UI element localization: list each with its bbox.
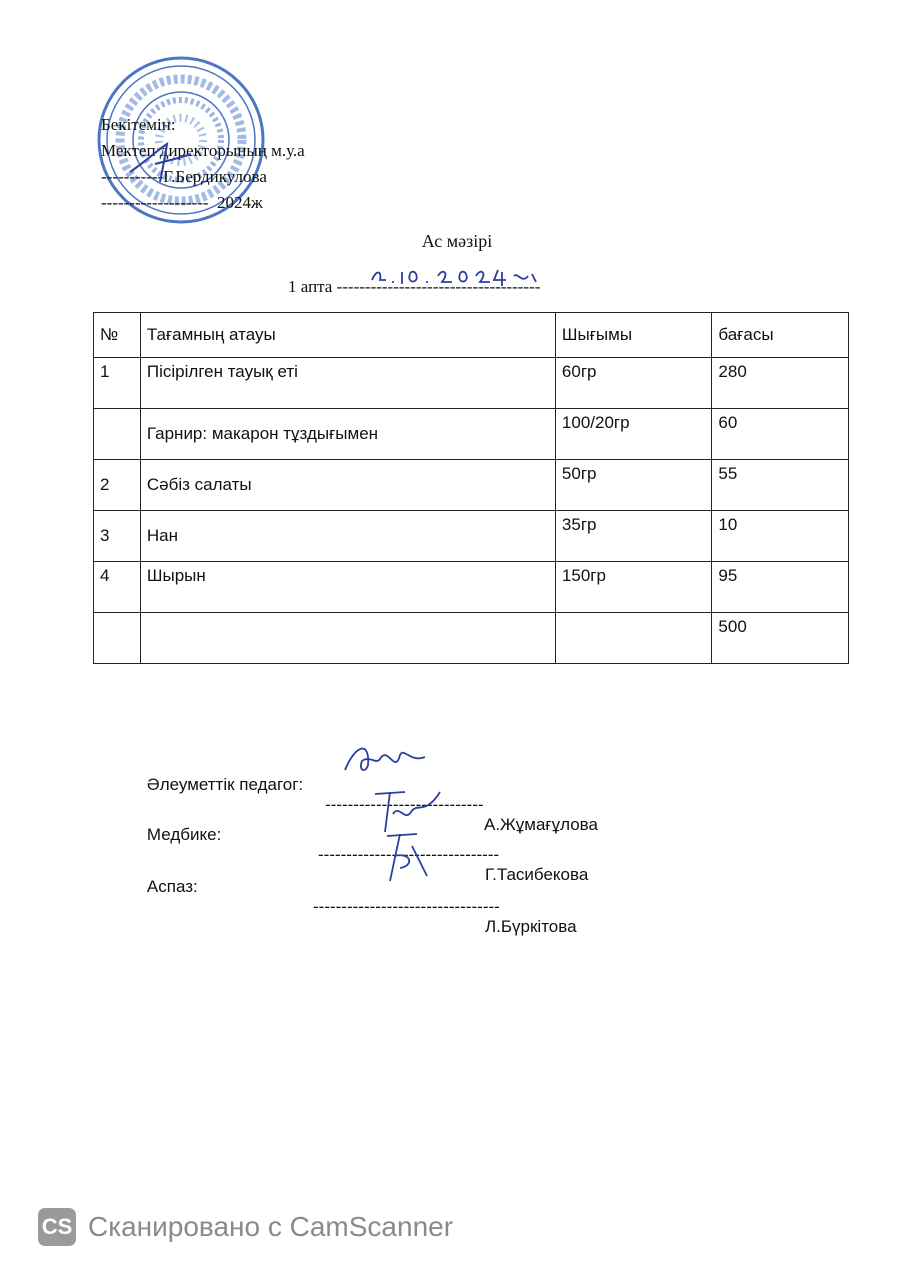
row-yield: 100/20гр xyxy=(555,409,712,460)
row-dish-name: Нан xyxy=(140,511,555,562)
row-number: 1 xyxy=(94,358,141,409)
row-price: 280 xyxy=(712,358,849,409)
header-yield: Шығымы xyxy=(555,313,712,358)
row-number: 4 xyxy=(94,562,141,613)
row-price: 10 xyxy=(712,511,849,562)
camscanner-logo-icon: CS xyxy=(38,1208,76,1246)
watermark-text: Сканировано с CamScanner xyxy=(88,1211,454,1242)
row-dish-name: Шырын xyxy=(140,562,555,613)
table-total-row xyxy=(94,613,849,664)
header-price: бағасы xyxy=(712,313,849,358)
signer-role: Аспаз: xyxy=(146,877,198,896)
row-number: 3 xyxy=(94,511,141,562)
row-dish-name xyxy=(140,613,555,664)
row-yield xyxy=(555,613,712,664)
director-signature xyxy=(125,132,195,192)
row-yield: 60гр xyxy=(555,358,712,409)
approval-heading: Бекітемін: xyxy=(101,115,176,134)
row-dish-name: Пісірілген тауық еті xyxy=(140,358,555,409)
total-price: 500 xyxy=(712,613,849,664)
approval-position: Мектеп директорының м.у.а xyxy=(101,141,305,160)
row-yield: 35гр xyxy=(555,511,712,562)
approval-year: ------------------- 2024ж xyxy=(101,193,263,212)
row-number xyxy=(94,409,141,460)
signature-line: -------------------------------- xyxy=(318,845,500,864)
cook-signature xyxy=(372,826,442,886)
signer-name: А.Жұмағұлова xyxy=(484,815,598,834)
row-number: 2 xyxy=(94,460,141,511)
row-dish-name: Гарнир: макарон тұздығымен xyxy=(140,409,555,460)
menu-table xyxy=(93,312,849,664)
table-header-row xyxy=(94,313,849,358)
row-price: 60 xyxy=(712,409,849,460)
document-title: Ас мәзірі xyxy=(421,231,493,251)
table-row xyxy=(94,409,849,460)
signer-name: Л.Бүркітова xyxy=(485,917,577,936)
signer-role: Медбике: xyxy=(146,825,222,844)
row-yield: 150гр xyxy=(555,562,712,613)
header-dish-name: Тағамның атауы xyxy=(140,313,555,358)
week-label: 1 апта ------------------------------------ xyxy=(288,277,541,296)
approval-director-name: -----------Г.Бердикулова xyxy=(101,167,267,186)
row-price: 55 xyxy=(712,460,849,511)
social-pedagogue-signature xyxy=(340,735,430,780)
row-price: 95 xyxy=(712,562,849,613)
handwritten-date xyxy=(368,262,548,290)
table-row xyxy=(94,460,849,511)
table-row xyxy=(94,358,849,409)
table-row xyxy=(94,562,849,613)
signature-line: ---------------------------- xyxy=(325,795,484,814)
signature-line: --------------------------------- xyxy=(313,897,500,916)
row-dish-name: Сәбіз салаты xyxy=(140,460,555,511)
signer-role: Әлеуметтік педагог: xyxy=(146,775,304,794)
header-number: № xyxy=(94,313,141,358)
table-row xyxy=(94,511,849,562)
row-number xyxy=(94,613,141,664)
row-yield: 50гр xyxy=(555,460,712,511)
scanner-watermark xyxy=(38,1208,453,1246)
signer-name: Г.Тасибекова xyxy=(485,865,589,884)
